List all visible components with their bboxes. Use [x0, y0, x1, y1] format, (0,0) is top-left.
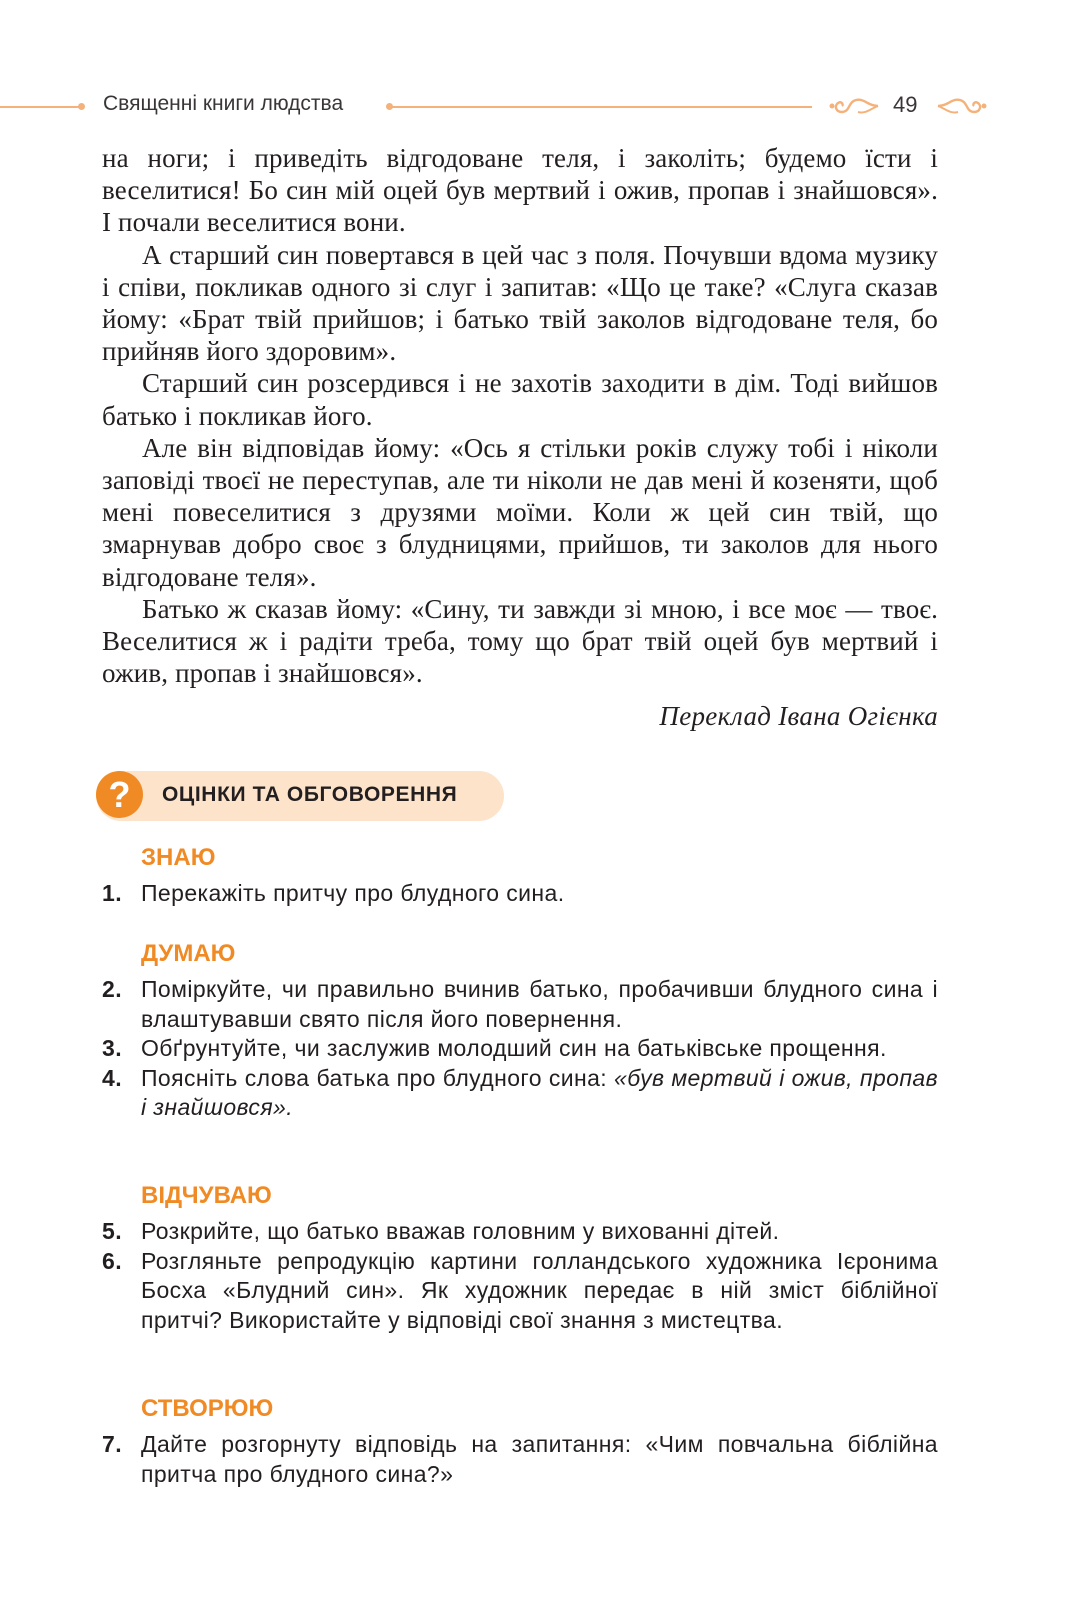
paragraph: Батько ж сказав йому: «Сину, ти завжди зі мною, і все моє — твоє. Веселитися ж і радіти треба, тому що брат твій оцей був мертвий і ожив, пропав і знайшовся». [102, 593, 938, 689]
group-heading: СТВОРЮЮ [141, 1395, 274, 1422]
question-text-plain: Поясніть слова батька про блудного сина: [141, 1064, 615, 1091]
question-item [102, 1217, 938, 1247]
group-heading: ВІДЧУВАЮ [141, 1182, 272, 1209]
question-mark-icon: ? [96, 771, 143, 818]
running-header-title: Священні книги людства [103, 92, 344, 115]
translation-credit: Переклад Івана Огієнка [659, 701, 938, 732]
group-heading: ДУМАЮ [141, 940, 236, 967]
question-item [102, 1034, 938, 1064]
page-number: 49 [893, 92, 918, 117]
question-group-think [102, 939, 938, 1123]
question-text: Дайте розгорнуту відповідь на запитання: «Чим повчальна біблійна притча про блудного сина?» [141, 1431, 938, 1487]
paragraph: на ноги; і приведіть відгодоване теля, і заколіть; будемо їсти і веселитися! Бо син мій оцей був мертвий і ожив, пропав і знайшовся». І почали веселитися вони. [102, 143, 938, 238]
question-number: 7. [102, 1431, 122, 1457]
question-number: 1. [102, 880, 122, 906]
question-group-know [102, 843, 938, 909]
question-item [102, 975, 938, 1034]
question-number: 4. [102, 1064, 122, 1091]
ornament-left-icon [828, 94, 880, 118]
question-text: Обґрунтуйте, чи заслужив молодший син на батьківське прощення. [141, 1035, 887, 1061]
header-rule-dot [78, 103, 85, 110]
ornament-right-icon [936, 94, 988, 118]
question-text: Поміркуйте, чи правильно вчинив батько, пробачивши блудного сина і влаштувавши свято після його повернення. [141, 976, 938, 1032]
section-title: ОЦІНКИ ТА ОБГОВОРЕННЯ [162, 783, 458, 806]
group-heading: ЗНАЮ [141, 844, 216, 871]
question-item [102, 879, 938, 909]
question-item [102, 1064, 938, 1123]
question-text [141, 1064, 938, 1123]
question-number: 2. [102, 976, 122, 1002]
paragraph: Але він відповідав йому: «Ось я стільки років служу тобі і ніколи заповіді твоєї не переступав, але ти ніколи не дав мені й козеняти, щоб мені повеселитися з друзями моїми. Коли ж цей син твій, що змарнував добро своє з блудницями, прийшов, ти заколов для нього відгодоване теля». [102, 432, 938, 592]
question-text: Перекажіть притчу про блудного сина. [141, 880, 565, 906]
question-number: 6. [102, 1247, 122, 1274]
header-rule-left [0, 106, 80, 108]
question-number: 3. [102, 1035, 122, 1061]
paragraph: А старший син повертався в цей час з поля. Почувши вдома музику і співи, покликав одного зі слуг і запитав: «Що це таке? «Слуга сказав йому: «Брат твій прийшов; і батько твій заколов відгодоване теля, бо прийняв його здоровим». [102, 239, 938, 367]
header-rule-middle [392, 106, 812, 108]
paragraph: Старший син розсердився і не захотів заходити в дім. Тоді вийшов батько і покликав його. [102, 368, 938, 431]
question-number: 5. [102, 1218, 122, 1244]
question-group-feel [102, 1181, 938, 1335]
question-item [102, 1430, 938, 1489]
question-group-create [102, 1394, 938, 1489]
question-quote: «був мертвий і ожив, пропав і знайшовся». [141, 1064, 939, 1120]
parable-text [102, 142, 938, 732]
question-item [102, 1247, 938, 1336]
question-text: Розгляньте репродукцію картини голландського художника Ієронима Босха «Блудний син». Як художник передає в ній зміст біблійної притчі? Використайте у відповіді свої знання з мистецтва. [141, 1247, 938, 1333]
question-text: Розкрийте, що батько вважав головним у вихованні дітей. [141, 1218, 780, 1244]
